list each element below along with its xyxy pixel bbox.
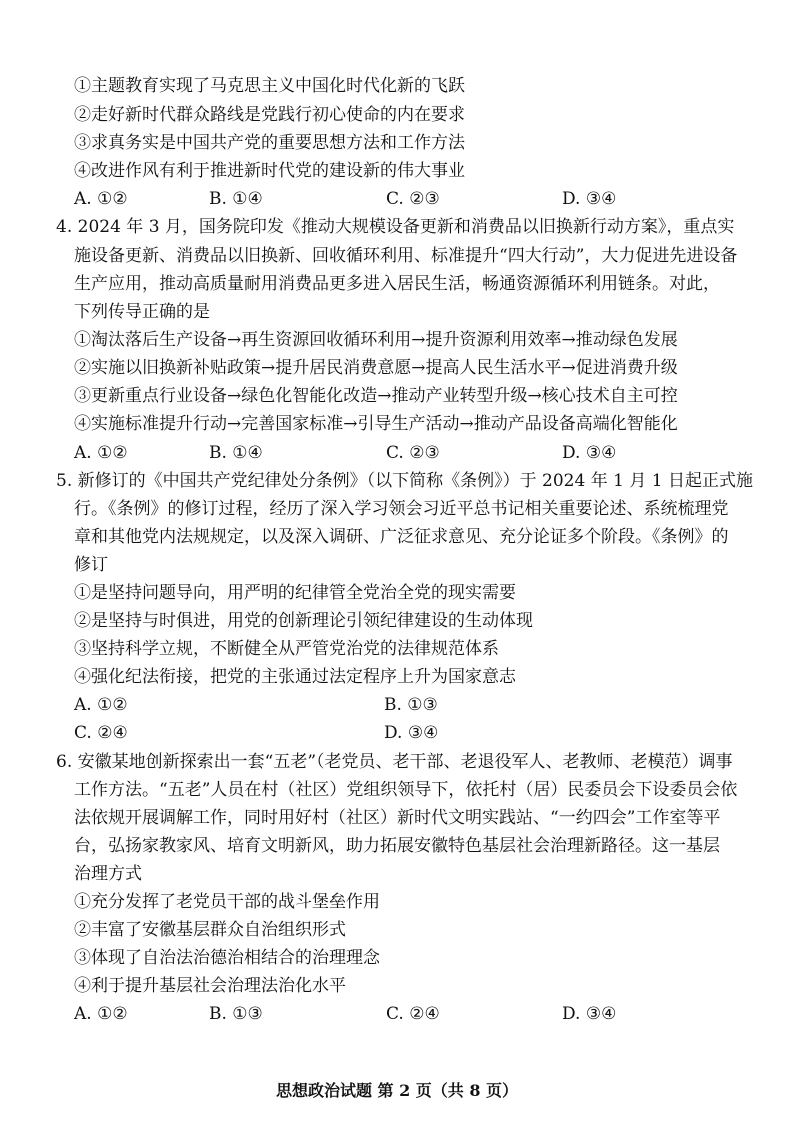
q5-stem-line-1: 5. 新修订的《中国共产党纪律处分条例》（以下简称《条例》）于 2024 年 1 月 1 日起正式施 <box>56 471 753 491</box>
q5-stem-line-2: 行。《条例》的修订过程，经历了深入学习领会习近平总书记相关重要论述、系统梳理党 <box>74 499 729 519</box>
q4-choice-b: B. ①④ <box>209 443 263 463</box>
q6-option-4: ④利于提升基层社会治理法治化水平 <box>74 976 346 996</box>
q5-option-4: ④强化纪法衔接，把党的主张通过法定程序上升为国家意志 <box>74 667 516 687</box>
q5-option-2: ②是坚持与时俱进，用党的创新理论引领纪律建设的生动体现 <box>74 611 533 631</box>
q4-option-2: ②实施以旧换新补贴政策→提升居民消费意愿→提高人民生活水平→促进消费升级 <box>74 358 678 378</box>
q5-option-3: ③坚持科学立规，不断健全从严管党治党的法律规范体系 <box>74 639 499 659</box>
q4-choices <box>74 439 734 467</box>
q6-choices <box>74 1000 734 1028</box>
q6-option-3: ③体现了自治法治德治相结合的治理理念 <box>74 948 380 968</box>
q4-stem-line-2: 施设备更新、消费品以旧换新、回收循环利用、标准提升“四大行动”，大力促进先进设备 <box>74 246 738 266</box>
q4-stem-line-3: 生产应用，推动高质量耐用消费品更多进入居民生活，畅通资源循环利用链条。对此， <box>74 274 720 294</box>
q6-stem-line-2: 工作方法。“五老”人员在村（社区）党组织领导下，依托村（居）民委员会下设委员会依 <box>74 780 738 800</box>
q4-option-3: ③更新重点行业设备→绿色化智能化改造→推动产业转型升级→核心技术自主可控 <box>74 386 678 406</box>
q6-stem-line-5: 治理方式 <box>74 864 142 884</box>
q4-stem-line-1: 4. 2024 年 3 月，国务院印发《推动大规模设备更新和消费品以旧换新行动方案》，重点实 <box>56 217 735 237</box>
q6-stem-line-3: 法依规开展调解工作，同时用好村（社区）新时代文明实践站、“一约四会”工作室等平 <box>74 808 721 828</box>
q4-choice-d: D. ③④ <box>562 443 617 463</box>
q6-option-2: ②丰富了安徽基层群众自治组织形式 <box>74 920 346 940</box>
q3-option-3: ③求真务实是中国共产党的重要思想方法和工作方法 <box>74 133 465 153</box>
q6-choice-a: A. ①② <box>74 1004 128 1024</box>
q3-choice-d: D. ③④ <box>562 189 617 209</box>
q4-option-1: ①淘汰落后生产设备→再生资源回收循环利用→提升资源利用效率→推动绿色发展 <box>74 330 678 350</box>
q5-choice-d: D. ③④ <box>384 723 439 743</box>
q5-choice-a: A. ①② <box>74 695 128 715</box>
q4-choice-a: A. ①② <box>74 443 128 463</box>
q6-choice-b: B. ①③ <box>209 1004 263 1024</box>
q4-stem-line-4: 下列传导正确的是 <box>74 302 210 322</box>
q5-stem-line-3: 章和其他党内法规规定，以及深入调研、广泛征求意见、充分论证多个阶段。《条例》的 <box>74 527 729 547</box>
q5-choice-c: C. ②④ <box>74 723 128 743</box>
q3-choice-a: A. ①② <box>74 189 128 209</box>
q5-stem-line-4: 修订 <box>74 555 108 575</box>
q6-option-1: ①充分发挥了老党员干部的战斗堡垒作用 <box>74 892 380 912</box>
q4-choice-c: C. ②③ <box>386 443 440 463</box>
q6-stem-line-1: 6. 安徽某地创新探索出一套“五老”（老党员、老干部、老退役军人、老教师、老模范）调事 <box>56 752 733 772</box>
q3-choice-c: C. ②③ <box>386 189 440 209</box>
q3-option-2: ②走好新时代群众路线是党践行初心使命的内在要求 <box>74 105 465 125</box>
page-footer: 思想政治试题 第 2 页（共 8 页） <box>275 1081 519 1100</box>
q6-choice-c: C. ②④ <box>386 1004 440 1024</box>
q3-choice-b: B. ①④ <box>209 189 263 209</box>
q6-stem-line-4: 台，弘扬家教家风、培育文明新风，助力拓展安徽特色基层社会治理新路径。这一基层 <box>74 836 720 856</box>
q5-choice-b: B. ①③ <box>384 695 438 715</box>
q4-option-4: ④实施标准提升行动→完善国家标准→引导生产活动→推动产品设备高端化智能化 <box>74 414 678 434</box>
q3-option-4: ④改进作风有利于推进新时代党的建设新的伟大事业 <box>74 161 465 181</box>
q5-choices-row-1 <box>74 691 734 719</box>
q3-option-1: ①主题教育实现了马克思主义中国化时代化新的飞跃 <box>74 76 465 96</box>
q3-choices <box>74 185 734 213</box>
q5-choices-row-2 <box>74 719 734 747</box>
q5-option-1: ①是坚持问题导向，用严明的纪律管全党治全党的现实需要 <box>74 583 516 603</box>
q6-choice-d: D. ③④ <box>562 1004 617 1024</box>
